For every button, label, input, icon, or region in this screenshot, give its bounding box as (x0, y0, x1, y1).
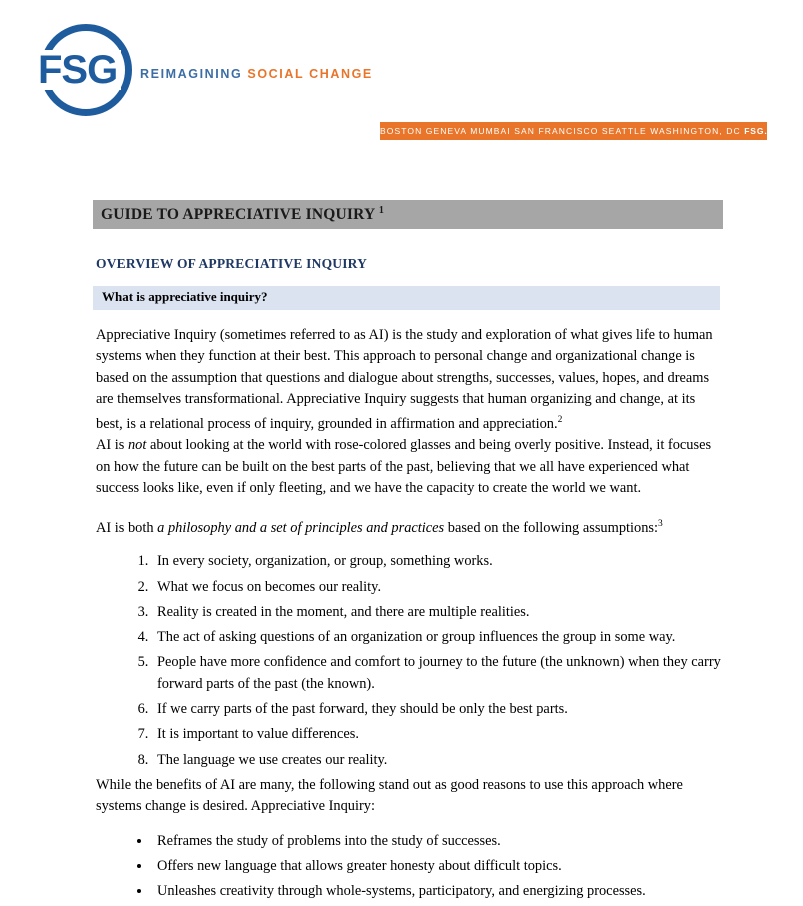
paragraph-2-pre: AI is (96, 437, 128, 454)
list-item: • Reframes the study of problems into the study of successes. (152, 831, 721, 852)
list-item: 4. The act of asking questions of an organization or group influences the group in some way. (152, 627, 721, 648)
paragraph-3-emphasis: a philosophy and a set of principles and practices (157, 519, 445, 536)
list-item: 5. People have more confidence and comfort to journey to the future (the unknown) when they carry forward parts of the past (the known). (152, 652, 721, 695)
list-item: 2. What we focus on becomes our reality. (152, 577, 721, 598)
section-heading: OVERVIEW OF APPRECIATIVE INQUIRY (96, 256, 368, 271)
list-item: • Unleashes creativity through whole-systems, participatory, and energizing processes. (152, 881, 721, 902)
subsection-band (93, 286, 720, 310)
paragraph-3-footnote: 3 (658, 519, 663, 530)
page-title (101, 205, 384, 224)
list-item: • Offers new language that allows greater honesty about difficult topics. (152, 856, 721, 877)
document-body (96, 256, 721, 906)
brand-tagline (140, 67, 373, 81)
website-label: FSG.ORG (744, 126, 790, 136)
list-item: 3. Reality is created in the moment, and there are multiple realities. (152, 602, 721, 623)
paragraph-definition (96, 325, 721, 435)
paragraph-not-rose-colored (96, 435, 721, 499)
list-item: 1. In every society, organization, or group, something works. (152, 551, 721, 572)
page-title-text: GUIDE TO APPRECIATIVE INQUIRY (101, 206, 375, 224)
paragraph-3-post: based on the following assumptions: (444, 519, 658, 536)
paragraph-2-post: about looking at the world with rose-colored glasses and being overly positive. Instead, it focuses on how the future can be built on the best parts of the past, believing that we all have experienced what success looks like, even if only fleeting, and we have the capacity to create the world we want. (96, 437, 712, 496)
office-locations-bar (380, 122, 790, 140)
document-title-bar (93, 200, 723, 229)
subsection-heading: What is appreciative inquiry? (102, 289, 268, 304)
office-city-list: BOSTON GENEVA MUMBAI SAN FRANCISCO SEATTLE WASHINGTON, DC (380, 126, 745, 136)
list-item: 8. The language we use creates our reality. (152, 750, 721, 771)
paragraph-definition-footnote: 2 (557, 415, 563, 426)
page-header (0, 0, 803, 155)
title-footnote-marker: 1 (378, 205, 385, 216)
list-item: 7. It is important to value differences. (152, 724, 721, 745)
logo-wordmark: FSG (36, 50, 121, 90)
tagline-part-one: REIMAGINING (140, 67, 248, 81)
fsg-logo (36, 22, 146, 122)
paragraph-philosophy (96, 514, 721, 539)
paragraph-definition-text: Appreciative Inquiry (sometimes referred to as AI) is the study and exploration of what gives life to human systems when they function at their best. This approach to personal change and organizational change is based on the assumption that questions and dialogue about strengths, successes, values, hopes, and dreams are themselves transformational. Appreciative Inquiry suggests that human organizing and change, at its best, is a relational process of inquiry, grounded in affirmation and appreciation. (96, 327, 713, 432)
list-item: 6. If we carry parts of the past forward, they should be only the best parts. (152, 699, 721, 720)
assumptions-list (96, 551, 721, 771)
paragraph-2-emphasis: not (127, 437, 147, 454)
paragraph-benefits-intro: While the benefits of AI are many, the following stand out as good reasons to use this approach where systems change is desired. Appreciative Inquiry: (96, 776, 683, 815)
paragraph-3-pre: AI is both (96, 519, 158, 536)
tagline-part-two: SOCIAL CHANGE (247, 67, 373, 81)
benefits-list (96, 831, 721, 903)
